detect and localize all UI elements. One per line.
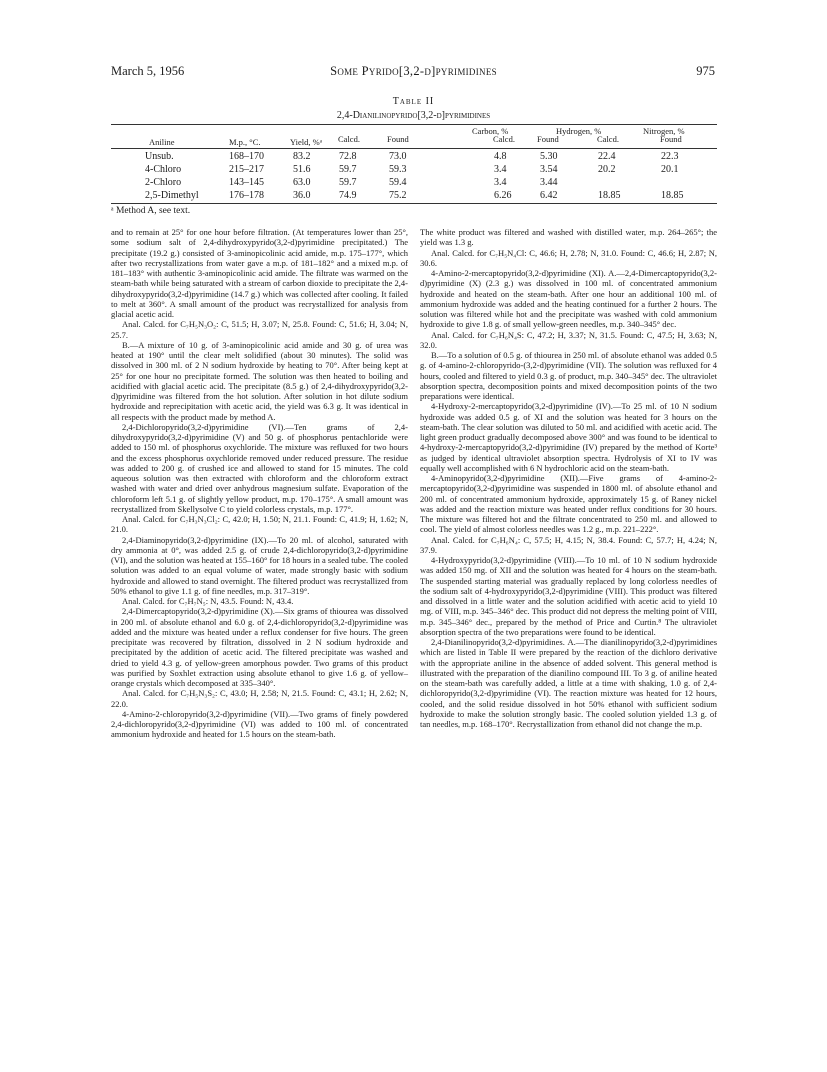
- paragraph: and to remain at 25° for one hour before filtration. (At temperatures lower than 25°, some sodium salt of 2,4-dihydroxypyrido(3,2-d)pyrimidine precipitated.) The precipitate (19.2 g.) consisted of 3-aminopicolinic acid amide, m.p. 175–177°, which after two recrystallizations from water gave a m.p. of 181–182° and a mixed m.p. of 181–183° with authentic 3-aminopicolinic acid amide. The filtrate was warmed on the steam-bath while being saturated with a stream of carbon dioxide to precipitate the 2,4-dihydroxypyrido(3,2-d)pyrimidine (14.7 g.) which was collected after cooling. It failed to melt at 360°. A small amount of the product was recrystallized for analysis from glacial acetic acid.: [111, 227, 408, 319]
- cell-c-calcd: 59.7: [339, 177, 357, 188]
- col-header-h-calcd: Calcd.: [493, 134, 515, 144]
- cell-n-found: 18.85: [661, 190, 684, 201]
- table-label: Table II: [392, 96, 435, 107]
- col-header-aniline: Aniline: [149, 137, 175, 147]
- col-header-yield: Yield, %ᵃ: [290, 137, 323, 147]
- cell-h-calcd: 3.4: [494, 177, 507, 188]
- table-top-rule: [111, 124, 717, 125]
- cell-mp: 176–178: [229, 190, 264, 201]
- analysis-paragraph: Anal. Calcd. for C₇H₅N₄Cl: C, 46.6; H, 2.78; N, 31.0. Found: C, 46.6; H, 2.87; N, 30.6.: [420, 247, 717, 268]
- cell-aniline: 4-Chloro: [145, 164, 182, 175]
- cell-c-found: 59.4: [389, 177, 407, 188]
- cell-n-found: 22.3: [661, 151, 679, 162]
- group-header-carbon: Carbon, %: [472, 126, 509, 136]
- right-text-column: [420, 227, 717, 729]
- cell-h-found: 3.44: [540, 177, 558, 188]
- paragraph: 4-Amino-2-chloropyrido(3,2-d)pyrimidine (VII).—Two grams of finely powdered 2,4-dichloropyrido(3,2-d)pyrimidine (VI) was added to 100 ml. of concentrated ammonium hydroxide and heated for 1.5 hours on the steam-bath.: [111, 708, 408, 740]
- paragraph: 2,4-Dichloropyrido(3,2-d)pyrimidine (VI).—Ten grams of 2,4-dihydroxypyrido(3,2-d)pyrimidine (V) and 50 g. of phosphorus pentachloride were added to 150 ml. of phosphorus oxychloride. The mixture was refluxed for two hours and the excess phosphorus oxychloride removed under reduced pressure. The residue was added to 200 g. of crushed ice and allowed to stand for 15 minutes. The cold aqueous solution was then extracted with chloroform and the chloroform extract washed with water and dried over anhydrous magnesium sulfate. Evaporation of the chloroform left 5.1 g. of slightly yellow product, m.p. 170–175°. A small amount was recrystallized from Skellysolve C to yield colorless crystals, m.p. 177°.: [111, 421, 408, 514]
- paragraph: B.—To a solution of 0.5 g. of thiourea in 250 ml. of absolute ethanol was added 0.5 g. of 4-amino-2-chloropyrido-(3,2-d)pyrimidine (VII). The solution was refluxed for 4 hours, cooled and filtered to yield 0.3 g. of product, m.p. 340–345° dec. The ultraviolet absorption spectra, decomposition points and mixed decomposition points of the two preparations were identical.: [420, 350, 717, 401]
- group-header-hydrogen: Hydrogen, %: [556, 126, 602, 136]
- col-header-c-found: Found: [387, 134, 409, 144]
- cell-c-calcd: 59.7: [339, 164, 357, 175]
- cell-aniline: 2,5-Dimethyl: [145, 190, 199, 201]
- analysis-paragraph: Anal. Calcd. for C₇H₇N₅: N, 43.5. Found: N, 43.4.: [122, 596, 294, 606]
- col-header-mp: M.p., °C.: [229, 137, 261, 147]
- table-footnote: ᵃ Method A, see text.: [111, 206, 191, 216]
- paragraph: 4-Hydroxy-2-mercaptopyrido(3,2-d)pyrimidine (IV).—To 25 ml. of 10 N sodium hydroxide was added 0.5 g. of XI and the solution was heated for 3 hours on the steam-bath. The clear solution was diluted to 50 ml. and acidified with acetic acid. The light green product gradually decomposed above 300° and was found to be identical to 4-hydroxy-2-mercaptopyrido(3,2-d)pyrimidine (IV) prepared by the method of Korte³ as judged by identical ultraviolet absorption spectra. Hydrolysis of XI to IV was equally well accomplished with 6 N hydrochloric acid on the steam-bath.: [420, 401, 717, 473]
- cell-c-calcd: 72.8: [339, 151, 357, 162]
- cell-mp: 215–217: [229, 164, 264, 175]
- paragraph: 2,4-Dianilinopyrido(3,2-d)pyrimidines. A.—The dianilinopyrido(3,2-d)pyrimidines which are listed in Table II were prepared by the reaction of the dichloro derivative with the appropriate aniline in the absence of added solvent. This general method is illustrated with the preparation of the dianilino compound III. To 3 g. of aniline heated on the steam-bath was carefully added, a little at a time with shaking, 1.0 g. of 2,4-dichloropyrido(3,2-d)pyrimidine (VI). The reaction mixture was heated for 12 hours, cooled, and the solid residue dissolved in hot 50% ethanol with sufficient sodium hydroxide to make the solution strongly basic. The cooled solution yielded 1.3 g. of tan needles, m.p. 168–170°. Recrystallization from ethanol did not change the m.p.: [420, 637, 717, 729]
- cell-c-found: 59.3: [389, 164, 407, 175]
- analysis-paragraph: Anal. Calcd. for C₇H₃N₃Cl₂: C, 42.0; H, 1.50; N, 21.1. Found: C, 41.9; H, 1.62; N, 21.0.: [111, 514, 408, 535]
- cell-mp: 143–145: [229, 177, 264, 188]
- cell-mp: 168–170: [229, 151, 264, 162]
- cell-h-calcd: 3.4: [494, 164, 507, 175]
- group-header-nitrogen: Nitrogen, %: [643, 126, 685, 136]
- cell-n-found: 20.1: [661, 164, 679, 175]
- cell-n-calcd: 18.85: [598, 190, 621, 201]
- cell-h-found: 3.54: [540, 164, 558, 175]
- cell-yield: 51.6: [293, 164, 311, 175]
- cell-c-calcd: 74.9: [339, 190, 357, 201]
- cell-c-found: 75.2: [389, 190, 407, 201]
- paragraph: 4-Amino-2-mercaptopyrido(3,2-d)pyrimidine (XI). A.—2,4-Dimercaptopyrido(3,2-d)pyrimidine (X) (2.3 g.) was dissolved in 100 ml. of concentrated ammonium hydroxide and heated on the steam-bath. After one hour an additional 100 ml. of ammonium hydroxide was added and the heating continued for a further 2 hours. The solution was filtered while hot and the precipitate was washed with cold ammonium hydroxide to give 1.8 g. of small yellow-green needles, m.p. 340–345° dec.: [420, 268, 717, 330]
- table-header-rule: [111, 148, 717, 149]
- col-header-n-calcd: Calcd.: [597, 134, 619, 144]
- col-header-h-found: Found: [537, 134, 559, 144]
- cell-n-calcd: 22.4: [598, 151, 616, 162]
- col-header-c-calcd: Calcd.: [338, 134, 360, 144]
- cell-h-found: 5.30: [540, 151, 558, 162]
- col-header-n-found: Found: [660, 134, 682, 144]
- cell-yield: 36.0: [293, 190, 311, 201]
- cell-aniline: Unsub.: [145, 151, 174, 162]
- table-row: [0, 151, 827, 165]
- paragraph: 4-Aminopyrido(3,2-d)pyrimidine (XII).—Five grams of 4-amino-2-mercaptopyrido(3,2-d)pyrimidine was suspended in 1800 ml. of absolute ethanol and 200 ml. of concentrated ammonium hydroxide, approximately 15 g. of Raney nickel was added and the reaction mixture was heated under reflux conditions for 30 hours. The mixture was filtered hot and the filtrate concentrated to 250 ml. and allowed to cool. The yield of almost colorless needles was 1.2 g., m.p. 221–222°.: [420, 473, 717, 535]
- table-row: [0, 164, 827, 178]
- cell-aniline: 2-Chloro: [145, 177, 182, 188]
- paragraph: 4-Hydroxypyrido(3,2-d)pyrimidine (VIII).—To 10 ml. of 10 N sodium hydroxide was added 150 mg. of XII and the solution was heated for 4 hours on the steam-bath. The suspended starting material was gradually replaced by long colorless needles of the sodium salt of 4-hydroxypyrido(3,2-d)pyrimidine (VIII). This product was filtered and dissolved in a little water and the solution acidified with acetic acid to yield 10 mg. of VIII, m.p. 345–346° dec. This product did not depress the melting point of VIII, m.p. 345–346° dec., prepared by the method of Price and Curtin.⁸ The ultraviolet absorption spectra of the two preparations were found to be identical.: [420, 555, 717, 637]
- running-header-date: March 5, 1956: [111, 64, 185, 78]
- cell-c-found: 73.0: [389, 151, 407, 162]
- left-text-column: [111, 227, 408, 740]
- cell-h-calcd: 4.8: [494, 151, 507, 162]
- analysis-paragraph: Anal. Calcd. for C₇H₆N₄S: C, 47.2; H, 3.37; N, 31.5. Found: C, 47.5; H, 3.63; N, 32.0.: [420, 329, 717, 350]
- analysis-paragraph: Anal. Calcd. for C₇H₅N₃O₂: C, 51.5; H, 3.07; N, 25.8. Found: C, 51.6; H, 3.04; N, 25.7.: [111, 319, 408, 340]
- cell-h-calcd: 6.26: [494, 190, 512, 201]
- running-header-title: Some Pyrido[3,2-d]pyrimidines: [330, 64, 497, 78]
- paragraph: 2,4-Dimercaptopyrido(3,2-d)pyrimidine (X).—Six grams of thiourea was dissolved in 200 ml. of absolute ethanol and 6.0 g. of 2,4-dichloropyrido(3,2-d)pyrimidine was added and the mixture was heated under a reflux condenser for five hours. The green precipitate was recovered by filtration, dissolved in 2 N sodium hydroxide and precipitated by the addition of acetic acid. The filtered precipitate was washed and dried to yield 4.3 g. of yellow-green amorphous powder. Two grams of this product was purified by Soxhlet extraction using absolute ethanol to give 1.6 g. of yellow–orange crystals which decomposed at 335–340°.: [111, 606, 408, 688]
- table-row: [0, 177, 827, 191]
- table-bottom-rule: [111, 203, 717, 204]
- cell-yield: 83.2: [293, 151, 311, 162]
- table-row: [0, 190, 827, 204]
- paragraph: The white product was filtered and washed with distilled water, m.p. 264–265°; the yield was 1.3 g.: [420, 227, 717, 248]
- analysis-paragraph: Anal. Calcd. for C₇H₅N₃S₂: C, 43.0; H, 2.58; N, 21.5. Found: C, 43.1; H, 2.62; N, 22.0.: [111, 688, 408, 709]
- paragraph: B.—A mixture of 10 g. of 3-aminopicolinic acid amide and 30 g. of urea was heated at 190° until the clear melt solidified (about 30 minutes). The solid was dissolved in 300 ml. of 2 N sodium hydroxide by heating to 70°. After being kept at 25° for one hour no precipitate formed. The solution was then heated to boiling and acidified with glacial acetic acid. The precipitate (8.5 g.) of 2,4-dihydroxypyrido(3,2-d)pyrimidine was filtered from the hot solution. After solution in hot dilute sodium hydroxide and reprecipitation with acetic acid, the yield was 6.3 g. It was identical in all respects with the product made by method A.: [111, 339, 408, 422]
- table-title: 2,4-Dianilinopyrido[3,2-d]pyrimidines: [336, 110, 491, 121]
- analysis-paragraph: Anal. Calcd. for C₇H₆N₄: C, 57.5; H, 4.15; N, 38.4. Found: C, 57.7; H, 4.24; N, 37.9.: [420, 534, 717, 555]
- page-number: 975: [696, 64, 715, 78]
- cell-yield: 63.0: [293, 177, 311, 188]
- cell-n-calcd: 20.2: [598, 164, 616, 175]
- paragraph: 2,4-Diaminopyrido(3,2-d)pyrimidine (IX).—To 20 ml. of alcohol, saturated with dry ammonia at 0°, was added 2.5 g. of crude 2,4-dichloropyrido(3,2-d)pyrimidine (VI), and the solution was heated at 155–160° for 18 hours in a sealed tube. The cooled solution was added to an equal volume of water, made strongly basic with sodium hydroxide and allowed to stand overnight. The filtered product was recrystallized from 50% ethanol to give 1.1 g. of fine needles, m.p. 317–319°.: [111, 534, 408, 596]
- cell-h-found: 6.42: [540, 190, 558, 201]
